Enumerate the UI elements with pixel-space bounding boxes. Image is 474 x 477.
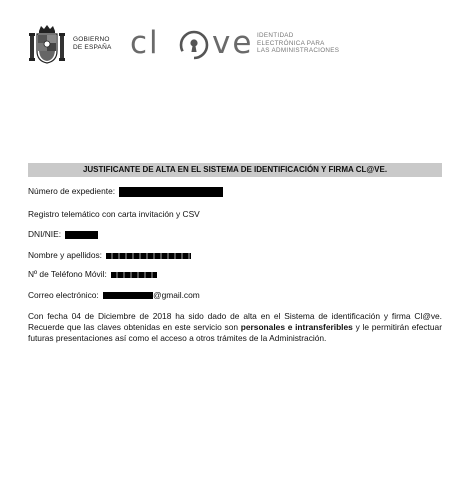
clave-subtitle xyxy=(257,32,339,55)
telefono-label: Nº de Teléfono Móvil: xyxy=(28,269,107,279)
gov-line-1: GOBIERNO xyxy=(73,36,110,43)
field-correo xyxy=(28,290,200,300)
correo-label: Correo electrónico: xyxy=(28,290,99,300)
clave-logo-left: cl xyxy=(130,25,160,61)
field-telefono xyxy=(28,269,157,279)
dni-label: DNI/NIE: xyxy=(28,229,62,239)
redaction-dni xyxy=(65,231,98,239)
field-dni xyxy=(28,229,98,239)
coat-of-arms-icon xyxy=(28,25,66,65)
clave-logo-right: ve xyxy=(212,25,254,61)
paragraph-bold: personales e intransferibles xyxy=(240,322,353,332)
clave-sub-line-1: IDENTIDAD xyxy=(257,32,294,39)
gov-text xyxy=(73,36,112,52)
correo-suffix: @gmail.com xyxy=(153,290,200,300)
clave-sub-line-2: ELECTRÓNICA PARA xyxy=(257,39,325,47)
expediente-label: Número de expediente: xyxy=(28,186,116,196)
redaction-correo xyxy=(103,292,153,299)
clave-sub-line-3: LAS ADMINISTRACIONES xyxy=(257,47,340,55)
confirmation-paragraph xyxy=(28,311,442,344)
redaction-telefono xyxy=(111,272,157,278)
field-expediente xyxy=(28,186,223,197)
gov-line-2: DE ESPAÑA xyxy=(73,44,112,51)
redaction-nombre xyxy=(106,253,191,259)
redaction-expediente xyxy=(119,187,223,197)
document-title: JUSTIFICANTE DE ALTA EN EL SISTEMA DE IDENTIFICACIÓN Y FIRMA CL@VE. xyxy=(28,163,442,177)
clave-at-icon xyxy=(179,30,209,60)
nombre-label: Nombre y apellidos: xyxy=(28,250,103,260)
paragraph-part-2: y le permitirán efectuar futuras presentaciones así como el acceso a otros trámites de la Administración. xyxy=(28,322,442,343)
paragraph-part-1: Con fecha 04 de Diciembre de 2018 ha sido dado de alta en el Sistema de identificación y firma Cl@ve. Recuerde que las claves obtenidas en este servicio son xyxy=(28,311,442,332)
gobierno-de-espana-logo xyxy=(28,25,123,65)
field-nombre xyxy=(28,250,191,260)
clave-logo xyxy=(130,25,255,64)
field-registro xyxy=(28,209,200,219)
registro-text: Registro telemático con carta invitación y CSV xyxy=(28,209,200,219)
